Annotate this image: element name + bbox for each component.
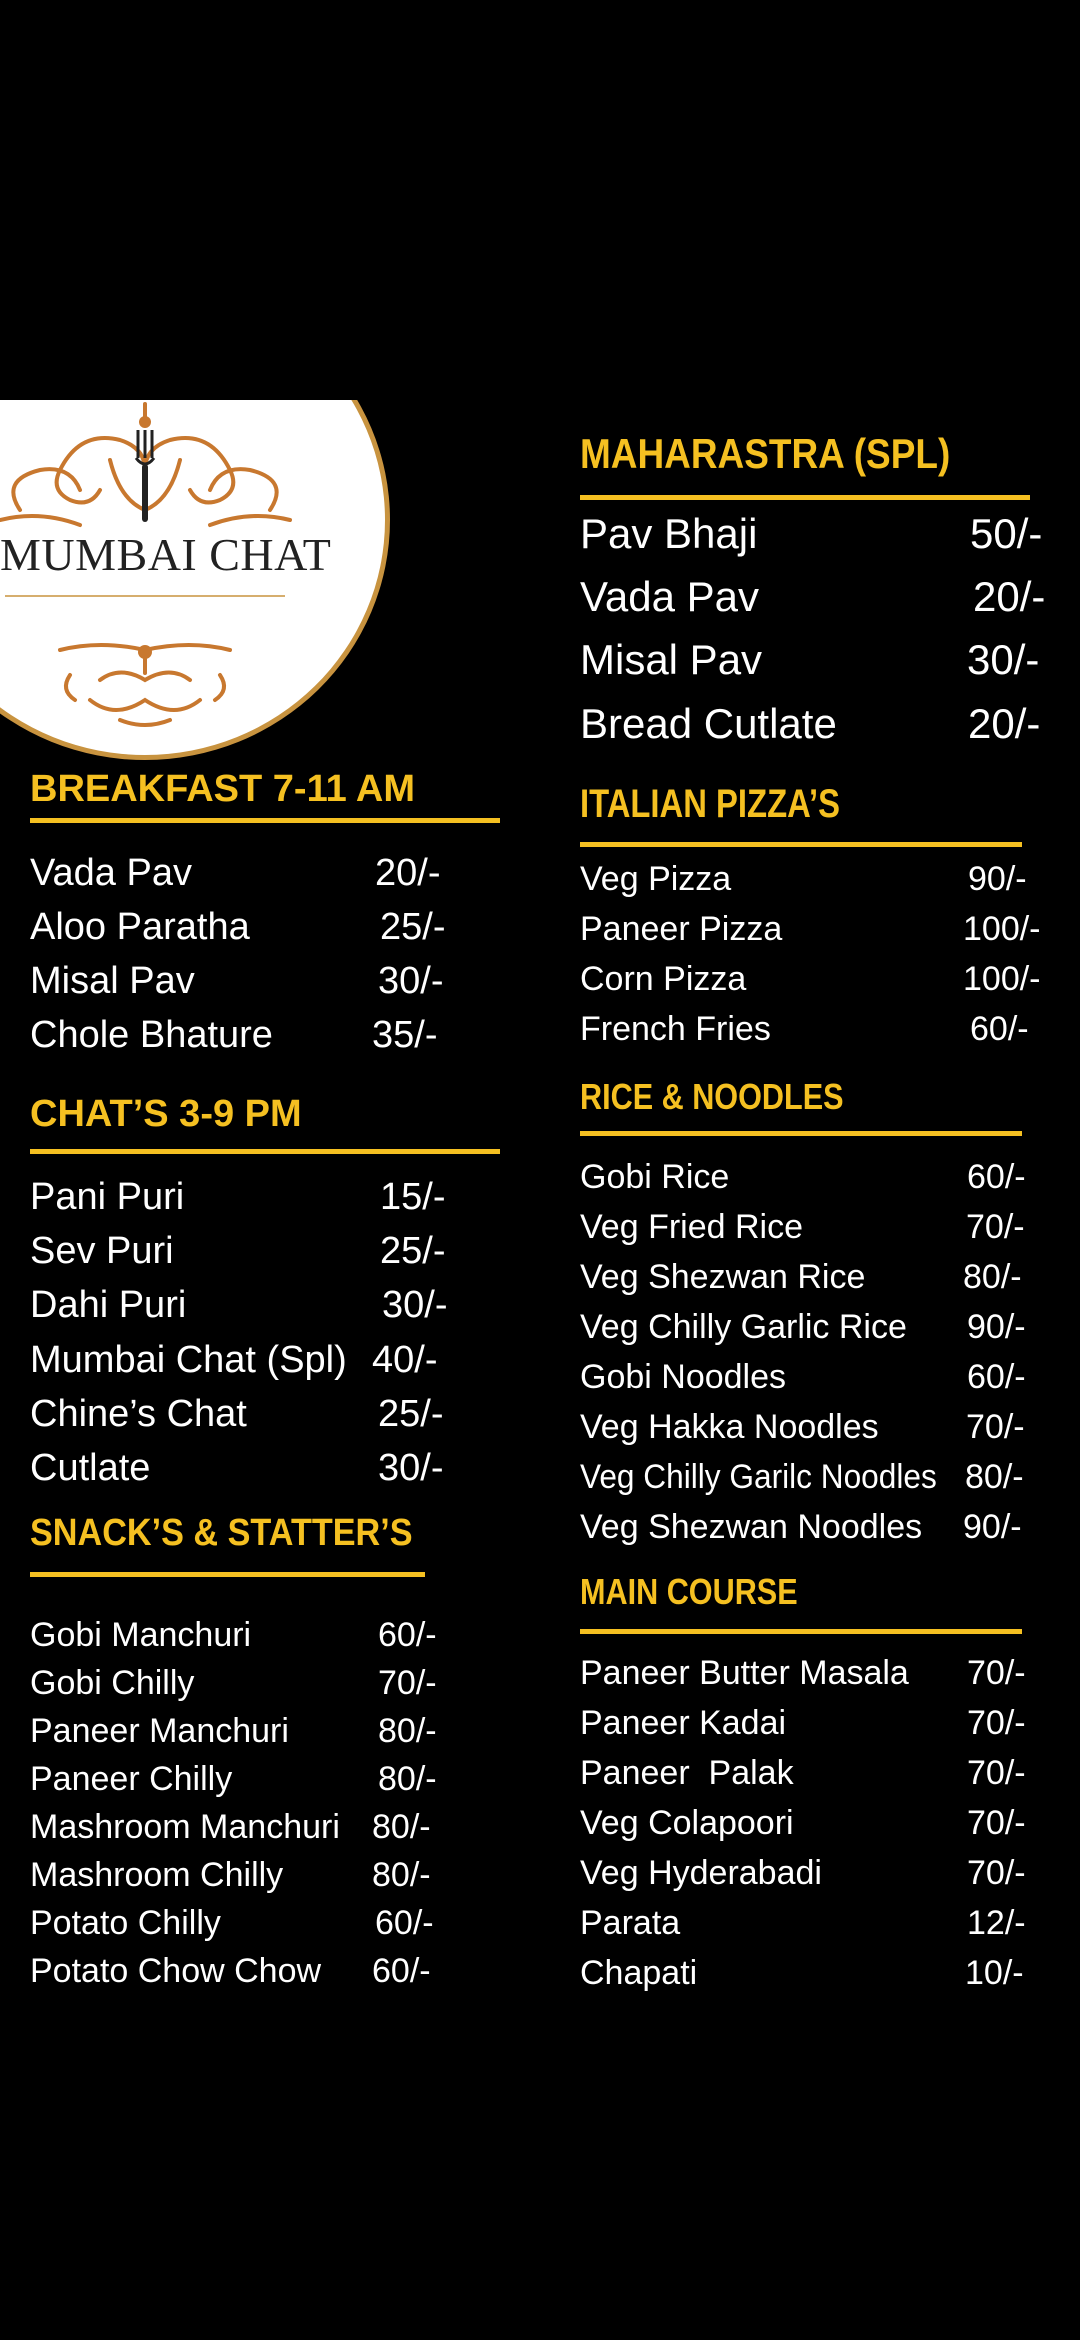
- item-name: Paneer Kadai: [580, 1704, 787, 1742]
- item-price: 90/-: [968, 860, 1027, 898]
- item-price: 70/-: [967, 1654, 1026, 1692]
- item-name: French Fries: [580, 1010, 771, 1048]
- item-name: Veg Chilly Garilc Noodles: [580, 1458, 937, 1496]
- item-price: 80/-: [378, 1712, 437, 1750]
- item-price: 30/-: [382, 1284, 448, 1326]
- section-title: BREAKFAST 7-11 AM: [30, 768, 415, 810]
- item-price: 20/-: [375, 852, 441, 894]
- section-divider: [30, 1572, 425, 1577]
- item-price: 70/-: [966, 1408, 1025, 1446]
- item-name: Veg Shezwan Rice: [580, 1258, 866, 1296]
- item-price: 20/-: [973, 573, 1046, 620]
- item-price: 80/-: [372, 1856, 431, 1894]
- section-snacks: [30, 1512, 500, 1992]
- section-title: MAHARASTRA (SPL): [580, 430, 951, 477]
- item-price: 10/-: [965, 1954, 1024, 1992]
- item-price: 25/-: [380, 906, 446, 948]
- item-price: 50/-: [970, 510, 1043, 557]
- section-divider: [580, 1629, 1022, 1634]
- item-name: Pav Bhaji: [580, 510, 758, 557]
- item-price: 30/-: [967, 636, 1040, 683]
- item-price: 80/-: [965, 1458, 1024, 1496]
- item-name: Paneer Manchuri: [30, 1712, 289, 1750]
- item-name: Parata: [580, 1904, 681, 1942]
- item-price: 70/-: [378, 1664, 437, 1702]
- item-name: Chine’s Chat: [30, 1393, 247, 1435]
- item-price: 90/-: [967, 1308, 1026, 1346]
- item-price: 60/-: [372, 1952, 431, 1990]
- section-main-course: [580, 1571, 1040, 2011]
- item-name: Paneer Butter Masala: [580, 1654, 909, 1692]
- item-name: Gobi Manchuri: [30, 1616, 252, 1654]
- item-name: Veg Pizza: [580, 860, 732, 898]
- item-name: Veg Colapoori: [580, 1804, 794, 1842]
- item-name: Gobi Noodles: [580, 1358, 787, 1396]
- logo-badge: [0, 400, 390, 760]
- item-name: Veg Hakka Noodles: [580, 1408, 879, 1446]
- item-price: 60/-: [375, 1904, 434, 1942]
- item-name: Chole Bhature: [30, 1014, 273, 1056]
- item-price: 30/-: [378, 960, 444, 1002]
- item-name: Bread Cutlate: [580, 700, 837, 747]
- item-name: Potato Chow Chow: [30, 1952, 322, 1990]
- item-price: 25/-: [380, 1230, 446, 1272]
- item-name: Paneer Palak: [580, 1754, 794, 1792]
- item-name: Misal Pav: [30, 960, 195, 1002]
- item-name: Cutlate: [30, 1447, 151, 1489]
- item-price: 80/-: [372, 1808, 431, 1846]
- item-price: 20/-: [968, 700, 1041, 747]
- section-divider: [30, 1149, 500, 1154]
- item-name: Veg Chilly Garlic Rice: [580, 1308, 907, 1346]
- section-title: CHAT’S 3-9 PM: [30, 1093, 302, 1135]
- item-price: 60/-: [378, 1616, 437, 1654]
- item-price: 100/-: [963, 960, 1041, 998]
- section-breakfast: [30, 768, 500, 1068]
- item-price: 40/-: [372, 1339, 438, 1381]
- item-name: Veg Hyderabadi: [580, 1854, 822, 1892]
- section-maharastra: [580, 430, 1046, 750]
- item-name: Potato Chilly: [30, 1904, 221, 1942]
- item-name: Misal Pav: [580, 636, 763, 683]
- item-name: Gobi Chilly: [30, 1664, 195, 1702]
- item-name: Corn Pizza: [580, 960, 747, 998]
- item-price: 35/-: [372, 1014, 438, 1056]
- item-name: Chapati: [580, 1954, 698, 1992]
- logo-title: MUMBAI CHAT: [0, 529, 332, 580]
- item-price: 60/-: [967, 1158, 1026, 1196]
- section-title: RICE & NOODLES: [580, 1076, 844, 1117]
- item-price: 15/-: [380, 1176, 446, 1218]
- item-name: Paneer Pizza: [580, 910, 783, 948]
- item-price: 12/-: [967, 1904, 1026, 1942]
- item-name: Dahi Puri: [30, 1284, 187, 1326]
- item-name: Mashroom Manchuri: [30, 1808, 340, 1846]
- section-divider: [30, 818, 500, 823]
- item-price: 60/-: [970, 1010, 1029, 1048]
- item-price: 70/-: [967, 1804, 1026, 1842]
- item-name: Vada Pav: [580, 573, 760, 620]
- item-name: Veg Shezwan Noodles: [580, 1508, 923, 1546]
- section-chats: [30, 1093, 500, 1493]
- section-divider: [580, 842, 1022, 847]
- item-price: 90/-: [963, 1508, 1022, 1546]
- item-price: 80/-: [963, 1258, 1022, 1296]
- item-name: Gobi Rice: [580, 1158, 730, 1196]
- section-title: SNACK’S & STATTER’S: [30, 1512, 413, 1554]
- item-name: Sev Puri: [30, 1230, 174, 1272]
- item-price: 70/-: [967, 1854, 1026, 1892]
- item-price: 30/-: [378, 1447, 444, 1489]
- item-price: 100/-: [963, 910, 1041, 948]
- section-divider: [580, 495, 1030, 500]
- section-rice-noodles: [580, 1076, 1040, 1556]
- section-title: MAIN COURSE: [580, 1571, 798, 1612]
- item-name: Mashroom Chilly: [30, 1856, 284, 1894]
- section-pizza: [580, 782, 1040, 1052]
- item-name: Veg Fried Rice: [580, 1208, 803, 1246]
- item-name: Mumbai Chat (Spl): [30, 1339, 347, 1381]
- item-price: 25/-: [378, 1393, 444, 1435]
- section-title: ITALIAN PIZZA’S: [580, 782, 840, 826]
- item-name: Pani Puri: [30, 1176, 185, 1218]
- item-price: 80/-: [378, 1760, 437, 1798]
- item-price: 70/-: [967, 1704, 1026, 1742]
- item-name: Vada Pav: [30, 852, 192, 894]
- item-name: Paneer Chilly: [30, 1760, 233, 1798]
- item-price: 70/-: [966, 1208, 1025, 1246]
- item-price: 70/-: [967, 1754, 1026, 1792]
- item-price: 60/-: [967, 1358, 1026, 1396]
- item-name: Aloo Paratha: [30, 906, 250, 948]
- section-divider: [580, 1131, 1022, 1136]
